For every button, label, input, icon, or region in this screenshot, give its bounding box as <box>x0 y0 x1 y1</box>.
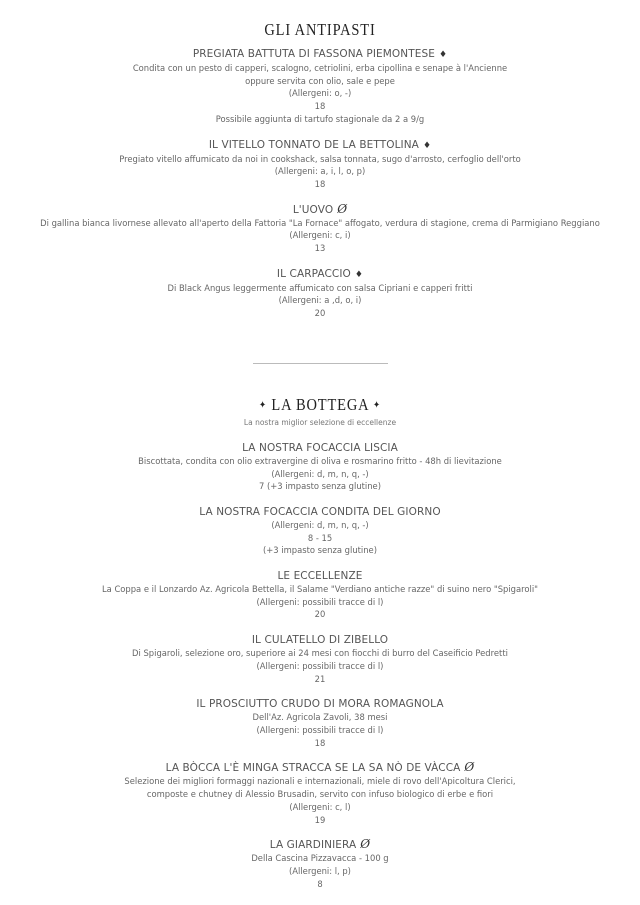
menu-item <box>0 441 640 493</box>
item-name <box>0 267 640 282</box>
section-divider <box>253 363 388 364</box>
item-detail-line: 13 <box>314 243 326 254</box>
menu-item <box>0 505 640 557</box>
item-detail-line: Possibile aggiunta di tartufo stagionale da 2 a 9/g <box>215 113 425 124</box>
item-detail-line: (Allergeni: d, m, n, q, -) <box>271 468 369 479</box>
item-detail-line: 18 <box>314 101 326 112</box>
item-detail-line: 19 <box>314 814 326 825</box>
item-name-text: LA GIARDINIERA <box>269 839 357 852</box>
leaf-icon: Ø <box>337 201 348 216</box>
item-name-text: LA NOSTRA FOCACCIA CONDITA DEL GIORNO <box>199 505 441 518</box>
item-name-text: IL CARPACCIO <box>276 267 351 280</box>
menu-item <box>0 138 640 191</box>
item-detail-line: (Allergeni: possibili tracce di l) <box>256 724 384 735</box>
item-detail-line: Di Black Angus leggermente affumicato con salsa Cipriani e capperi fritti <box>167 282 473 293</box>
item-detail-line: Di gallina bianca livornese allevato all'aperto della Fattoria "La Fornace" affogato, verdura di stagione, crema di Parmigiano Reggiano <box>40 217 600 228</box>
section-title-bottega <box>48 394 592 417</box>
item-detail-line: Condita con un pesto di capperi, scalogno, cetriolini, erba cipollina e senape à l'Ancienne <box>132 63 508 73</box>
menu-item <box>0 47 640 126</box>
item-name <box>0 505 640 519</box>
bottega-list <box>0 441 640 890</box>
item-detail-line: oppure servita con olio, sale e pepe <box>245 75 395 86</box>
item-detail-line: 7 (+3 impasto senza glutine) <box>259 481 381 492</box>
item-detail-line: (Allergeni: a, i, l, o, p) <box>274 166 366 177</box>
item-name <box>0 633 640 647</box>
menu-item <box>0 267 640 320</box>
menu-item <box>0 569 640 621</box>
item-detail-line: 21 <box>314 673 326 684</box>
item-detail-line: (Allergeni: a ,d, o, i) <box>278 295 362 306</box>
item-name <box>0 138 640 153</box>
item-detail-line: (Allergeni: c, i) <box>289 230 351 241</box>
item-detail-line: (Allergeni: l, p) <box>289 865 351 876</box>
item-name-text: IL VITELLO TONNATO DE LA BETTOLINA <box>208 138 419 151</box>
item-detail-line: La Coppa e il Lonzardo Az. Agricola Bettella, il Salame "Verdiano antiche razze" di suino nero "Spigaroli" <box>101 584 539 595</box>
menu-item <box>0 761 640 826</box>
item-detail-line: (Allergeni: d, m, n, q, -) <box>271 519 369 530</box>
leaf-icon: Ø <box>464 760 475 775</box>
item-detail-line: Di Spigaroli, selezione oro, superiore ai 24 mesi con fiocchi di burro del Caseificio Pedretti <box>132 648 508 659</box>
menu-item <box>0 697 640 749</box>
section-title-text: LA BOTTEGA <box>271 394 369 414</box>
item-detail-line: composte e chutney di Alessio Brusadin, servito con infuso biologico di erbe e fiori <box>146 789 494 800</box>
item-name <box>0 697 640 711</box>
star-icon: ✦ <box>373 399 382 411</box>
item-name-text: LE ECCELLENZE <box>277 570 363 583</box>
item-detail-line: Biscottata, condita con olio extravergine di oliva e rosmarino fritto - 48h di lievitazione <box>138 455 502 466</box>
item-name-text: IL PROSCIUTTO CRUDO DI MORA ROMAGNOLA <box>196 698 444 711</box>
diamond-icon: ♦ <box>438 50 448 60</box>
item-detail-line: 8 <box>317 878 323 889</box>
item-detail-line: 8 - 15 <box>307 532 333 543</box>
menu-item <box>0 838 640 890</box>
item-name <box>0 761 640 775</box>
star-icon: ✦ <box>258 399 267 411</box>
item-detail-line: 18 <box>314 737 326 748</box>
item-name <box>0 838 640 852</box>
section-title-antipasti: GLI ANTIPASTI <box>264 20 376 39</box>
item-detail-line: Dell'Az. Agricola Zavoli, 38 mesi <box>252 712 388 723</box>
antipasti-list <box>0 47 640 320</box>
item-detail-line: 18 <box>314 178 326 189</box>
item-name <box>0 569 640 583</box>
item-detail-line: (+3 impasto senza glutine) <box>263 545 377 556</box>
leaf-icon: Ø <box>360 837 371 852</box>
diamond-icon: ♦ <box>354 269 364 280</box>
diamond-icon: ♦ <box>422 140 432 151</box>
item-name <box>0 203 640 217</box>
item-detail-line: 20 <box>314 609 326 620</box>
item-name-text: PREGIATA BATTUTA DI FASSONA PIEMONTESE <box>192 48 435 60</box>
item-detail-line: (Allergeni: c, l) <box>289 801 351 812</box>
section-subtitle: La nostra miglior selezione di eccellenze <box>243 417 397 427</box>
item-name-text: LA NOSTRA FOCACCIA LISCIA <box>242 441 398 454</box>
menu-item <box>0 633 640 685</box>
item-name <box>0 47 640 62</box>
item-name-text: LA BÒCCA L'È MINGA STRACCA SE LA SA NÒ DE VÀCCA <box>165 762 461 775</box>
item-detail-line: (Allergeni: possibili tracce di l) <box>256 596 384 607</box>
item-detail-line: (Allergeni: possibili tracce di l) <box>256 660 384 671</box>
item-name <box>0 441 640 455</box>
item-detail-line: (Allergeni: o, -) <box>288 88 352 99</box>
item-detail-line: Pregiato vitello affumicato da noi in cookshack, salsa tonnata, sugo d'arrosto, cerfoglio dell'orto <box>119 153 521 164</box>
item-name-text: L'UOVO <box>292 203 334 216</box>
item-detail-line: 20 <box>314 308 326 319</box>
item-name-text: IL CULATELLO DI ZIBELLO <box>251 634 389 647</box>
item-detail-line: Della Cascina Pizzavacca - 100 g <box>251 853 389 864</box>
item-detail-line: Selezione dei migliori formaggi nazionali e internazionali, miele di rovo dell'Apicoltura Clerici, <box>124 776 516 787</box>
menu-item <box>0 203 640 255</box>
